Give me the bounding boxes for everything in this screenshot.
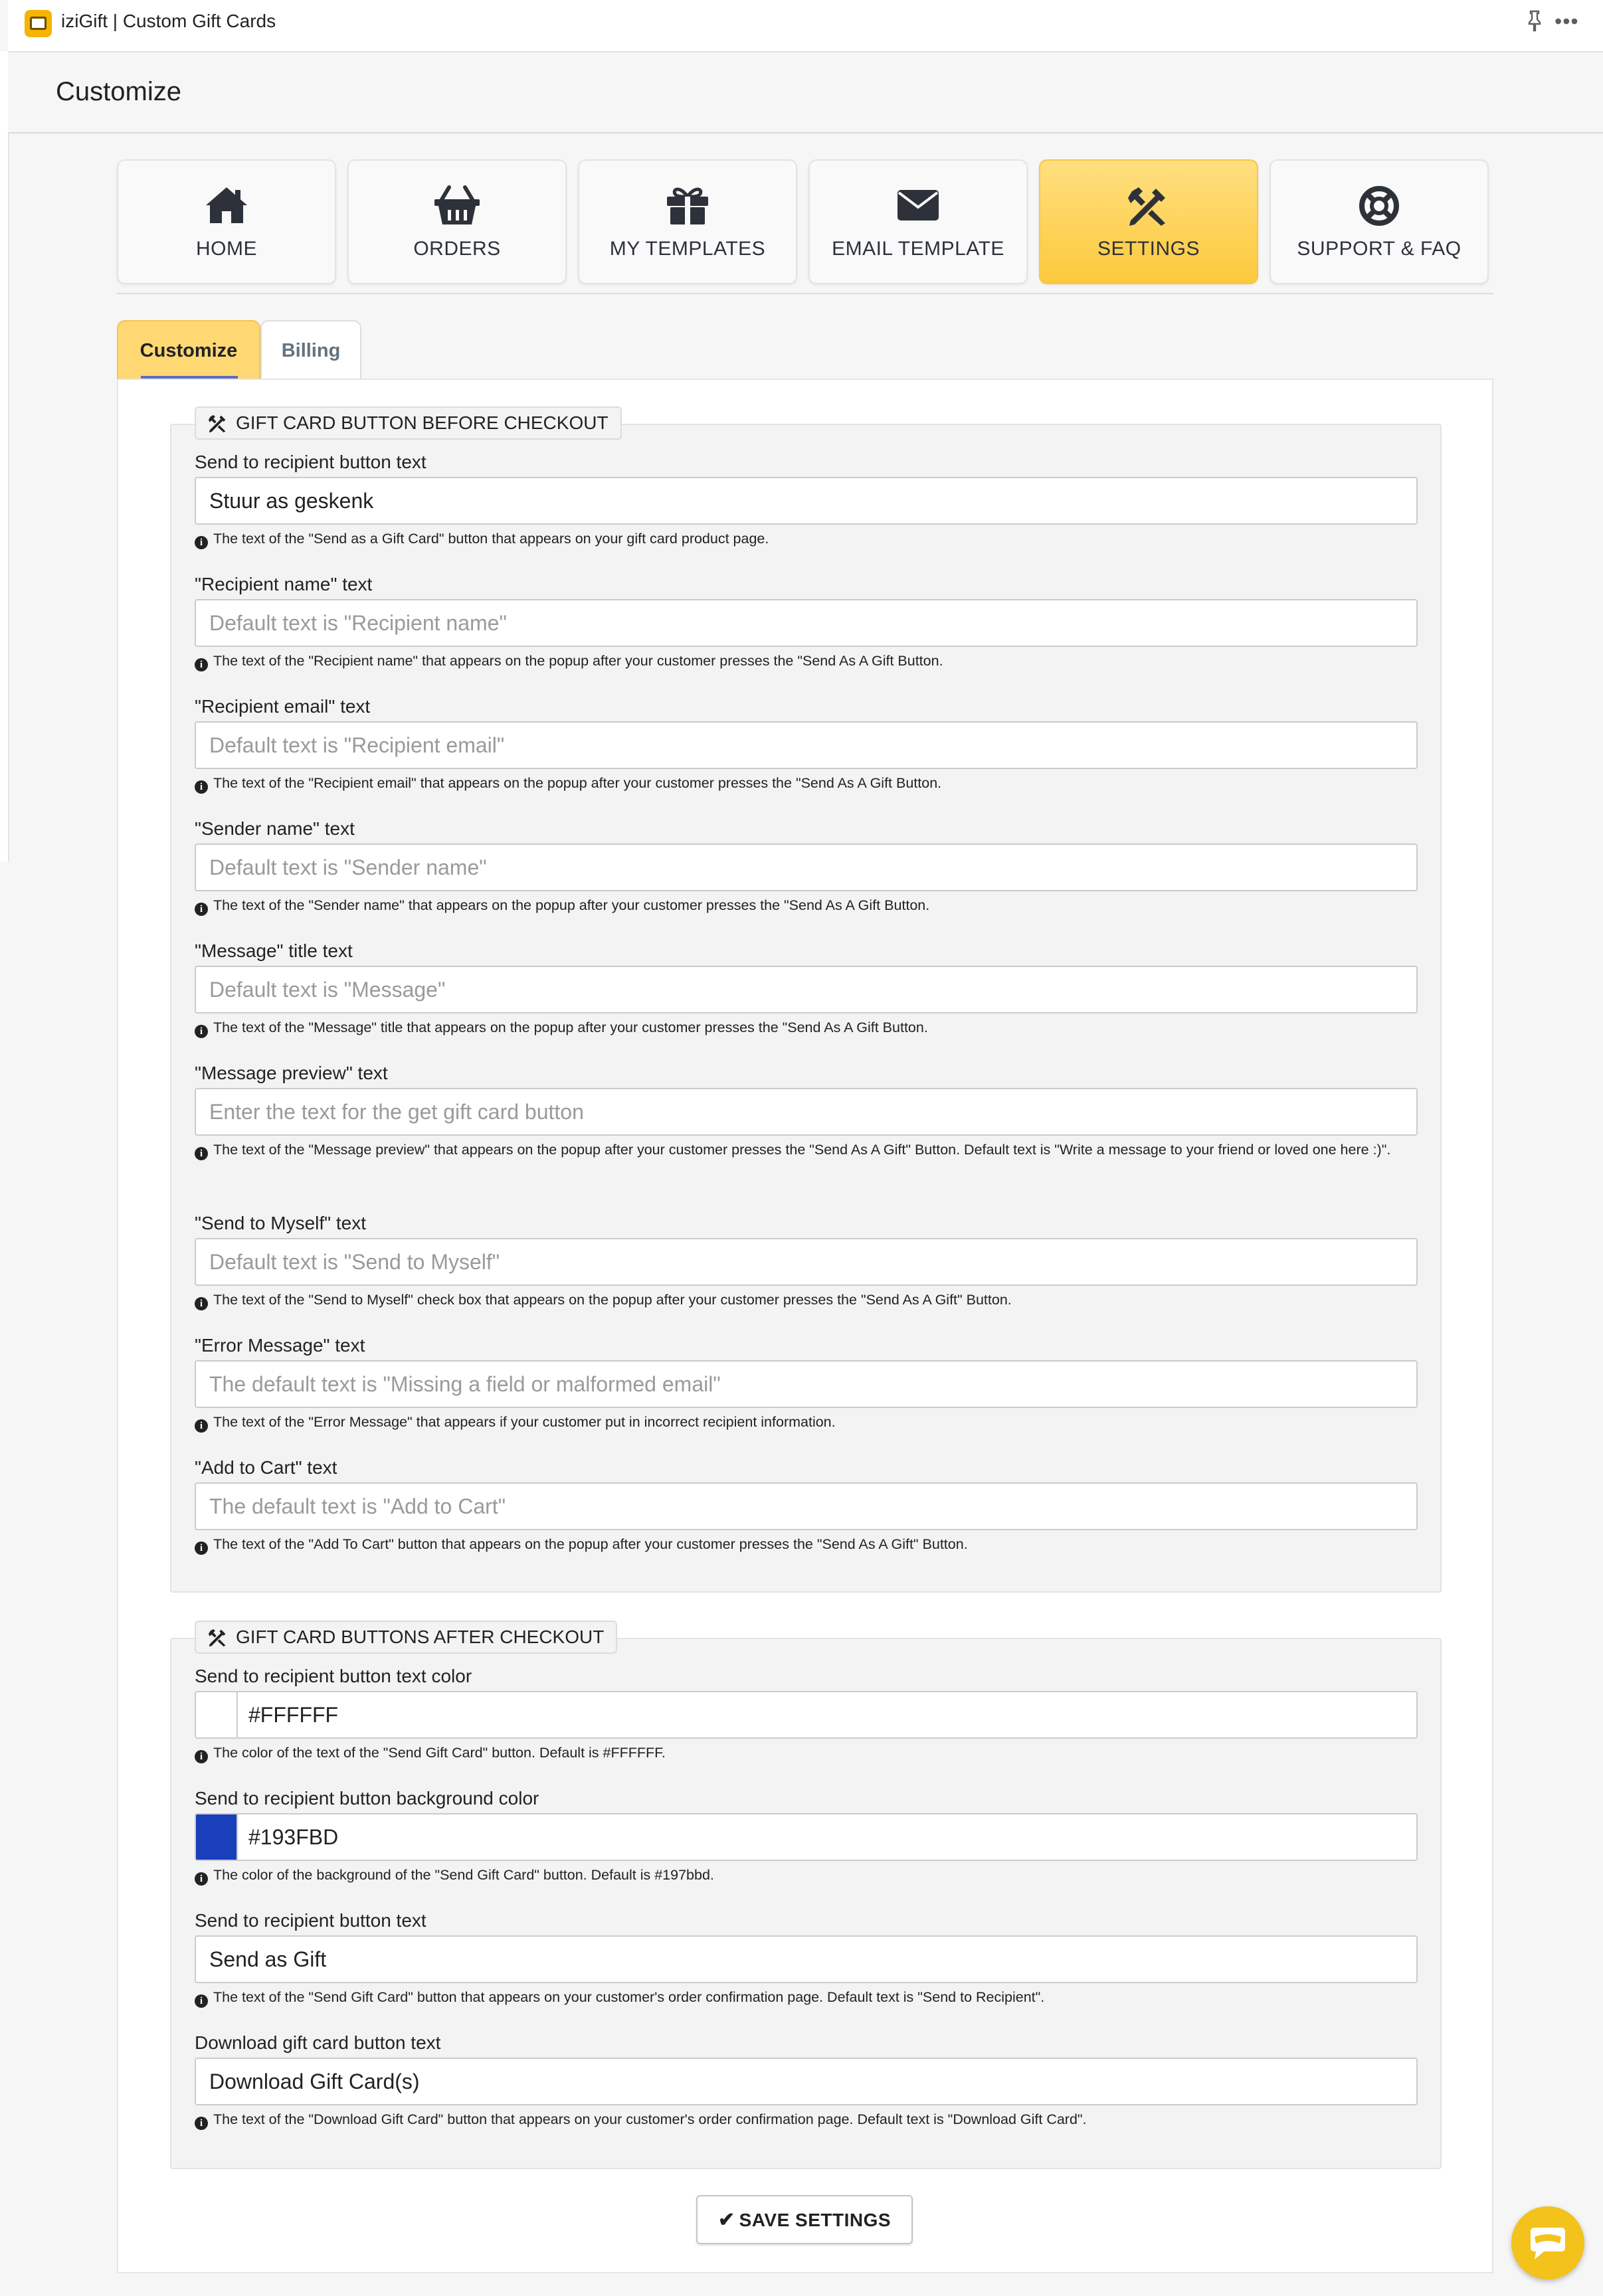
info-icon: i (195, 2117, 208, 2130)
home-icon (203, 185, 250, 226)
field-label: "Error Message" text (195, 1335, 365, 1356)
nav-my-templates-button[interactable] (578, 159, 797, 284)
field-label: "Send to Myself" text (195, 1213, 366, 1233)
field-help-text: The text of the "Add To Cart" button that appears on the popup after your customer presses the "Send As A Gift" Button. (213, 1536, 968, 1552)
info-icon: i (195, 1750, 208, 1763)
field-label: "Message preview" text (195, 1063, 388, 1083)
app-logo-icon (25, 10, 52, 37)
field-label: "Recipient email" text (195, 696, 371, 717)
field-help (195, 1530, 1424, 1558)
info-icon: i (195, 658, 208, 671)
field-help-text: The color of the background of the "Send Gift Card" button. Default is #197bbd. (213, 1867, 714, 1883)
field-help (195, 891, 1424, 919)
info-icon: i (195, 1419, 208, 1433)
field-help (195, 1408, 1424, 1436)
nav-support-faq-label: SUPPORT & FAQ (1297, 238, 1462, 260)
field-help-text: The text of the "Send to Myself" check box that appears on the popup after your customer presses the "Send As A Gift" Button. (213, 1292, 1012, 1308)
field-help-text: The text of the "Download Gift Card" button that appears on your customer's order confirmation page. Default text is "Download Gift Card". (213, 2111, 1087, 2127)
field-label: Send to recipient button text (195, 1910, 426, 1931)
field-help-text: The text of the "Recipient email" that appears on the popup after your customer presses the "Send As A Gift Button. (213, 775, 942, 791)
field-label: Send to recipient button text (195, 452, 426, 472)
field-help (195, 2105, 1424, 2133)
text-color-input[interactable] (236, 1691, 1418, 1739)
send-to-myself-text-input[interactable] (195, 1238, 1418, 1286)
field-label: Send to recipient button text color (195, 1666, 472, 1686)
nav-orders-label: ORDERS (413, 238, 501, 260)
chat-icon (1528, 2225, 1568, 2262)
recipient-email-text-input[interactable] (195, 721, 1418, 769)
field-help (195, 1983, 1424, 2011)
send-to-recipient-text-input[interactable] (195, 477, 1418, 525)
page-title: Customize (56, 77, 181, 106)
chat-button[interactable] (1511, 2206, 1584, 2279)
message-preview-text-input[interactable] (195, 1088, 1418, 1136)
nav-email-template-label: EMAIL TEMPLATE (832, 238, 1004, 260)
envelope-icon (896, 185, 940, 226)
field-label: Download gift card button text (195, 2032, 441, 2053)
field-help (195, 1136, 1424, 1164)
nav-divider (117, 293, 1493, 294)
basket-icon (433, 185, 481, 226)
info-icon: i (195, 903, 208, 916)
add-to-cart-text-input[interactable] (195, 1482, 1418, 1530)
nav-my-templates-label: MY TEMPLATES (609, 238, 766, 260)
field-help (195, 769, 1424, 797)
field-help-text: The text of the "Send Gift Card" button that appears on your customer's order confirmation page. Default text is "Send to Recipient". (213, 1989, 1045, 2005)
nav-home-label: HOME (196, 238, 257, 260)
download-gift-card-text-input[interactable] (195, 2058, 1418, 2105)
field-help-text: The text of the "Recipient name" that appears on the popup after your customer presses the "Send As A Gift Button. (213, 653, 943, 669)
after-checkout-legend (195, 1621, 617, 1654)
text-color-swatch[interactable] (195, 1691, 238, 1739)
background-color-swatch[interactable] (195, 1813, 238, 1861)
nav-home-button[interactable] (117, 159, 336, 284)
error-message-text-input[interactable] (195, 1360, 1418, 1408)
sender-name-text-input[interactable] (195, 843, 1418, 891)
field-help-text: The text of the "Message preview" that appears on the popup after your customer presses the "Send As A Gift" Button. Default text is "Write a message to your friend or loved one here :)". (213, 1142, 1391, 1158)
background-color-input[interactable] (236, 1813, 1418, 1861)
app-topbar (8, 0, 1603, 52)
checkmark-icon: ✔ (717, 2208, 735, 2231)
tab-billing-label: Billing (281, 340, 341, 361)
info-icon: i (195, 780, 208, 794)
send-gift-button-text-input[interactable] (195, 1935, 1418, 1983)
field-label: "Message" title text (195, 940, 353, 961)
before-checkout-legend (195, 406, 622, 440)
info-icon: i (195, 1147, 208, 1160)
tools-icon (1127, 185, 1171, 228)
field-label: Send to recipient button background color (195, 1788, 539, 1809)
field-label: "Recipient name" text (195, 574, 373, 594)
field-help-text: The color of the text of the "Send Gift Card" button. Default is #FFFFFF. (213, 1745, 666, 1761)
field-help-text: The text of the "Error Message" that appears if your customer put in incorrect recipient information. (213, 1414, 836, 1430)
nav-email-template-button[interactable] (808, 159, 1028, 284)
nav-orders-button[interactable] (347, 159, 567, 284)
after-checkout-title: GIFT CARD BUTTONS AFTER CHECKOUT (236, 1627, 605, 1647)
recipient-name-text-input[interactable] (195, 599, 1418, 647)
app-title: iziGift | Custom Gift Cards (61, 11, 276, 31)
save-settings-label: SAVE SETTINGS (739, 2209, 892, 2230)
pin-icon[interactable] (1526, 9, 1543, 33)
field-help (195, 525, 1424, 553)
field-help (195, 1286, 1424, 1314)
field-help-text: The text of the "Send as a Gift Card" button that appears on your gift card product page. (213, 531, 769, 547)
info-icon: i (195, 1542, 208, 1555)
field-help-text: The text of the "Sender name" that appears on the popup after your customer presses the "Send As A Gift Button. (213, 897, 930, 913)
field-help (195, 647, 1424, 675)
field-help-text: The text of the "Message" title that appears on the popup after your customer presses the "Send As A Gift Button. (213, 1019, 928, 1035)
tab-billing[interactable] (260, 320, 361, 379)
lifebuoy-icon (1358, 185, 1400, 227)
nav-support-faq-button[interactable] (1270, 159, 1489, 284)
gift-icon (666, 185, 709, 226)
nav-settings-button[interactable] (1039, 159, 1258, 284)
save-settings-button[interactable] (696, 2195, 913, 2244)
tools-icon (208, 414, 228, 434)
page-header (8, 52, 1603, 133)
info-icon: i (195, 1994, 208, 2008)
field-help (195, 1014, 1424, 1041)
info-icon: i (195, 1297, 208, 1310)
field-help (195, 1739, 1424, 1767)
info-icon: i (195, 1025, 208, 1038)
nav-settings-label: SETTINGS (1097, 238, 1200, 260)
before-checkout-title: GIFT CARD BUTTON BEFORE CHECKOUT (236, 412, 609, 433)
tab-customize-label: Customize (140, 340, 238, 361)
message-title-text-input[interactable] (195, 966, 1418, 1014)
field-help (195, 1861, 1424, 1889)
field-label: "Sender name" text (195, 818, 355, 839)
info-icon: i (195, 1872, 208, 1886)
more-actions-icon[interactable]: ••• (1555, 9, 1579, 33)
field-label: "Add to Cart" text (195, 1457, 337, 1478)
info-icon: i (195, 536, 208, 549)
left-edge (0, 51, 9, 861)
tools-icon (208, 1628, 228, 1648)
tab-customize[interactable] (117, 320, 260, 379)
